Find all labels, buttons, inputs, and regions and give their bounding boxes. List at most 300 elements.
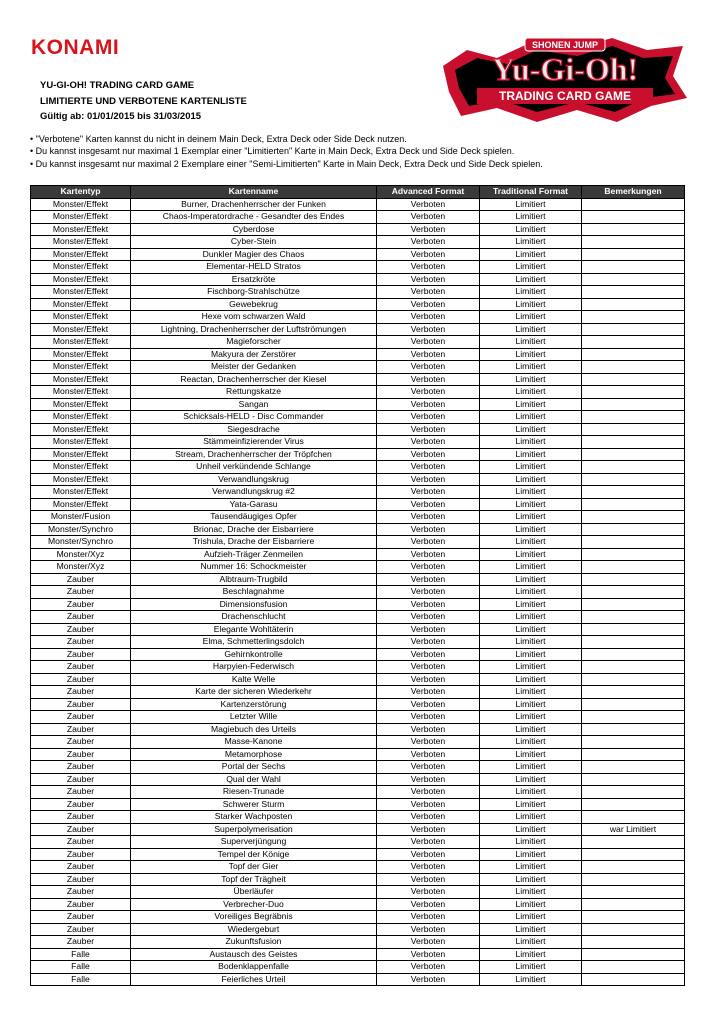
cell-traditional: Limitiert xyxy=(480,573,582,586)
cell-advanced: Verboten xyxy=(377,673,480,686)
cell-type: Zauber xyxy=(31,648,131,661)
cell-traditional: Limitiert xyxy=(480,836,582,849)
cell-traditional: Limitiert xyxy=(480,311,582,324)
rule-semi-limited: • Du kannst insgesamt nur maximal 2 Exemplare einer "Semi-Limitierten" Karte in Main Deck, Extra Deck und Side Deck spielen. xyxy=(30,158,543,169)
document-header xyxy=(40,78,247,125)
cell-name: Beschlagnahme xyxy=(131,586,377,599)
cell-name: Wiedergeburt xyxy=(131,923,377,936)
cell-advanced: Verboten xyxy=(377,386,480,399)
cell-name: Topf der Gier xyxy=(131,861,377,874)
cell-traditional: Limitiert xyxy=(480,398,582,411)
cell-advanced: Verboten xyxy=(377,261,480,274)
table-row xyxy=(31,486,685,499)
cell-type: Zauber xyxy=(31,898,131,911)
cell-remarks xyxy=(582,473,685,486)
cell-type: Monster/Xyz xyxy=(31,548,131,561)
table-row xyxy=(31,598,685,611)
cell-type: Zauber xyxy=(31,836,131,849)
col-header-advanced: Advanced Format xyxy=(377,186,480,199)
cell-name: Rettungskatze xyxy=(131,386,377,399)
cell-advanced: Verboten xyxy=(377,886,480,899)
cell-name: Überläufer xyxy=(131,886,377,899)
cell-traditional: Limitiert xyxy=(480,223,582,236)
table-header-row xyxy=(31,186,685,199)
table-row xyxy=(31,798,685,811)
cell-traditional: Limitiert xyxy=(480,336,582,349)
cell-remarks xyxy=(582,961,685,974)
card-list-table xyxy=(30,185,685,986)
table-row xyxy=(31,661,685,674)
cell-traditional: Limitiert xyxy=(480,536,582,549)
cell-remarks xyxy=(582,623,685,636)
cell-traditional: Limitiert xyxy=(480,648,582,661)
cell-type: Zauber xyxy=(31,923,131,936)
cell-traditional: Limitiert xyxy=(480,948,582,961)
cell-type: Falle xyxy=(31,948,131,961)
konami-logo: KONAMI xyxy=(31,36,120,59)
cell-type: Zauber xyxy=(31,686,131,699)
table-row xyxy=(31,623,685,636)
cell-traditional: Limitiert xyxy=(480,848,582,861)
cell-type: Zauber xyxy=(31,911,131,924)
cell-name: Metamorphose xyxy=(131,748,377,761)
cell-advanced: Verboten xyxy=(377,636,480,649)
cell-type: Zauber xyxy=(31,873,131,886)
cell-type: Monster/Effekt xyxy=(31,448,131,461)
cell-advanced: Verboten xyxy=(377,411,480,424)
cell-name: Dimensionsfusion xyxy=(131,598,377,611)
col-header-remarks: Bemerkungen xyxy=(582,186,685,199)
cell-remarks xyxy=(582,298,685,311)
cell-traditional: Limitiert xyxy=(480,286,582,299)
cell-traditional: Limitiert xyxy=(480,636,582,649)
table-row xyxy=(31,586,685,599)
table-row xyxy=(31,448,685,461)
table-row xyxy=(31,923,685,936)
cell-remarks xyxy=(582,398,685,411)
cell-advanced: Verboten xyxy=(377,548,480,561)
cell-traditional: Limitiert xyxy=(480,611,582,624)
cell-traditional: Limitiert xyxy=(480,211,582,224)
cell-remarks xyxy=(582,311,685,324)
cell-remarks xyxy=(582,923,685,936)
cell-type: Zauber xyxy=(31,786,131,799)
table-row xyxy=(31,823,685,836)
cell-traditional: Limitiert xyxy=(480,823,582,836)
cell-remarks xyxy=(582,786,685,799)
cell-type: Zauber xyxy=(31,748,131,761)
cell-remarks xyxy=(582,973,685,986)
table-row xyxy=(31,811,685,824)
cell-traditional: Limitiert xyxy=(480,586,582,599)
cell-type: Zauber xyxy=(31,848,131,861)
table-row xyxy=(31,711,685,724)
cell-traditional: Limitiert xyxy=(480,923,582,936)
cell-remarks xyxy=(582,336,685,349)
cell-traditional: Limitiert xyxy=(480,511,582,524)
cell-remarks xyxy=(582,211,685,224)
col-header-name: Kartenname xyxy=(131,186,377,199)
cell-remarks xyxy=(582,248,685,261)
cell-name: Hexe vom schwarzen Wald xyxy=(131,311,377,324)
cell-name: Voreiliges Begräbnis xyxy=(131,911,377,924)
cell-advanced: Verboten xyxy=(377,861,480,874)
cell-traditional: Limitiert xyxy=(480,461,582,474)
cell-remarks xyxy=(582,198,685,211)
rules-list xyxy=(30,133,543,170)
cell-advanced: Verboten xyxy=(377,436,480,449)
cell-name: Burner, Drachenherrscher der Funken xyxy=(131,198,377,211)
cell-remarks: war Limitiert xyxy=(582,823,685,836)
cell-advanced: Verboten xyxy=(377,748,480,761)
cell-name: Verbrecher-Duo xyxy=(131,898,377,911)
cell-type: Monster/Effekt xyxy=(31,348,131,361)
table-row xyxy=(31,961,685,974)
cell-traditional: Limitiert xyxy=(480,323,582,336)
cell-remarks xyxy=(582,261,685,274)
table-row xyxy=(31,686,685,699)
table-row xyxy=(31,273,685,286)
cell-type: Monster/Effekt xyxy=(31,336,131,349)
table-row xyxy=(31,211,685,224)
cell-advanced: Verboten xyxy=(377,323,480,336)
table-row xyxy=(31,786,685,799)
cell-name: Cyberdose xyxy=(131,223,377,236)
cell-traditional: Limitiert xyxy=(480,598,582,611)
table-row xyxy=(31,423,685,436)
cell-remarks xyxy=(582,698,685,711)
cell-type: Zauber xyxy=(31,661,131,674)
cell-advanced: Verboten xyxy=(377,211,480,224)
cell-advanced: Verboten xyxy=(377,286,480,299)
cell-name: Schwerer Sturm xyxy=(131,798,377,811)
cell-advanced: Verboten xyxy=(377,598,480,611)
cell-traditional: Limitiert xyxy=(480,811,582,824)
svg-text:TRADING CARD GAME: TRADING CARD GAME xyxy=(499,89,631,103)
cell-type: Zauber xyxy=(31,673,131,686)
cell-name: Portal der Sechs xyxy=(131,761,377,774)
cell-advanced: Verboten xyxy=(377,336,480,349)
cell-advanced: Verboten xyxy=(377,911,480,924)
cell-remarks xyxy=(582,736,685,749)
table-row xyxy=(31,398,685,411)
cell-remarks xyxy=(582,423,685,436)
cell-remarks xyxy=(582,323,685,336)
cell-advanced: Verboten xyxy=(377,836,480,849)
cell-name: Riesen-Trunade xyxy=(131,786,377,799)
cell-traditional: Limitiert xyxy=(480,386,582,399)
cell-name: Elegante Wohltäterin xyxy=(131,623,377,636)
cell-type: Monster/Effekt xyxy=(31,223,131,236)
table-row xyxy=(31,836,685,849)
table-row xyxy=(31,436,685,449)
cell-type: Monster/Effekt xyxy=(31,498,131,511)
cell-remarks xyxy=(582,873,685,886)
cell-remarks xyxy=(582,461,685,474)
cell-type: Zauber xyxy=(31,736,131,749)
cell-name: Schicksals-HELD - Disc Commander xyxy=(131,411,377,424)
cell-advanced: Verboten xyxy=(377,973,480,986)
cell-name: Brionac, Drache der Eisbarriere xyxy=(131,523,377,536)
cell-remarks xyxy=(582,936,685,949)
table-row xyxy=(31,286,685,299)
cell-type: Monster/Effekt xyxy=(31,373,131,386)
cell-advanced: Verboten xyxy=(377,223,480,236)
cell-name: Elma, Schmetterlingsdolch xyxy=(131,636,377,649)
cell-name: Kalte Welle xyxy=(131,673,377,686)
cell-advanced: Verboten xyxy=(377,823,480,836)
cell-remarks xyxy=(582,361,685,374)
cell-name: Dunkler Magier des Chaos xyxy=(131,248,377,261)
cell-traditional: Limitiert xyxy=(480,748,582,761)
cell-type: Falle xyxy=(31,961,131,974)
cell-remarks xyxy=(582,286,685,299)
cell-advanced: Verboten xyxy=(377,561,480,574)
cell-advanced: Verboten xyxy=(377,486,480,499)
cell-type: Zauber xyxy=(31,773,131,786)
cell-remarks xyxy=(582,761,685,774)
cell-traditional: Limitiert xyxy=(480,673,582,686)
cell-remarks xyxy=(582,711,685,724)
cell-type: Monster/Effekt xyxy=(31,486,131,499)
cell-advanced: Verboten xyxy=(377,586,480,599)
table-row xyxy=(31,461,685,474)
cell-remarks xyxy=(582,636,685,649)
cell-advanced: Verboten xyxy=(377,473,480,486)
cell-name: Starker Wachposten xyxy=(131,811,377,824)
table-row xyxy=(31,861,685,874)
cell-remarks xyxy=(582,948,685,961)
cell-name: Kartenzerstörung xyxy=(131,698,377,711)
cell-traditional: Limitiert xyxy=(480,723,582,736)
cell-traditional: Limitiert xyxy=(480,773,582,786)
cell-advanced: Verboten xyxy=(377,736,480,749)
cell-remarks xyxy=(582,448,685,461)
cell-remarks xyxy=(582,373,685,386)
cell-remarks xyxy=(582,511,685,524)
cell-traditional: Limitiert xyxy=(480,786,582,799)
table-row xyxy=(31,886,685,899)
table-row xyxy=(31,936,685,949)
cell-type: Monster/Xyz xyxy=(31,561,131,574)
table-row xyxy=(31,386,685,399)
cell-traditional: Limitiert xyxy=(480,886,582,899)
cell-traditional: Limitiert xyxy=(480,686,582,699)
cell-traditional: Limitiert xyxy=(480,873,582,886)
cell-type: Monster/Effekt xyxy=(31,323,131,336)
cell-advanced: Verboten xyxy=(377,948,480,961)
cell-advanced: Verboten xyxy=(377,248,480,261)
cell-type: Zauber xyxy=(31,886,131,899)
cell-name: Feierliches Urteil xyxy=(131,973,377,986)
cell-remarks xyxy=(582,611,685,624)
cell-name: Stämmeinfizierender Virus xyxy=(131,436,377,449)
cell-name: Nummer 16: Schockmeister xyxy=(131,561,377,574)
cell-traditional: Limitiert xyxy=(480,261,582,274)
cell-remarks xyxy=(582,661,685,674)
cell-name: Topf der Trägheit xyxy=(131,873,377,886)
cell-traditional: Limitiert xyxy=(480,623,582,636)
table-row xyxy=(31,473,685,486)
cell-type: Monster/Effekt xyxy=(31,248,131,261)
cell-advanced: Verboten xyxy=(377,398,480,411)
cell-name: Tausendäugiges Opfer xyxy=(131,511,377,524)
table-row xyxy=(31,348,685,361)
table-row xyxy=(31,911,685,924)
cell-traditional: Limitiert xyxy=(480,861,582,874)
cell-remarks xyxy=(582,723,685,736)
cell-type: Zauber xyxy=(31,623,131,636)
cell-advanced: Verboten xyxy=(377,798,480,811)
cell-remarks xyxy=(582,523,685,536)
cell-traditional: Limitiert xyxy=(480,961,582,974)
table-row xyxy=(31,411,685,424)
table-row xyxy=(31,873,685,886)
table-row xyxy=(31,698,685,711)
table-row xyxy=(31,298,685,311)
cell-advanced: Verboten xyxy=(377,898,480,911)
table-row xyxy=(31,773,685,786)
cell-remarks xyxy=(582,886,685,899)
cell-traditional: Limitiert xyxy=(480,523,582,536)
cell-name: Ersatzkröte xyxy=(131,273,377,286)
cell-type: Monster/Effekt xyxy=(31,298,131,311)
table-row xyxy=(31,898,685,911)
rule-limited: • Du kannst insgesamt nur maximal 1 Exemplar einer "Limitierten" Karte in Main Deck, Extra Deck und Side Deck spielen. xyxy=(30,146,515,157)
cell-remarks xyxy=(582,486,685,499)
cell-advanced: Verboten xyxy=(377,198,480,211)
table-row xyxy=(31,536,685,549)
cell-advanced: Verboten xyxy=(377,298,480,311)
cell-advanced: Verboten xyxy=(377,811,480,824)
cell-advanced: Verboten xyxy=(377,773,480,786)
cell-name: Karte der sicheren Wiederkehr xyxy=(131,686,377,699)
cell-traditional: Limitiert xyxy=(480,411,582,424)
cell-traditional: Limitiert xyxy=(480,373,582,386)
cell-remarks xyxy=(582,561,685,574)
cell-name: Sangan xyxy=(131,398,377,411)
svg-text:Yu-Gi-Oh!: Yu-Gi-Oh! xyxy=(491,51,639,87)
cell-type: Zauber xyxy=(31,573,131,586)
cell-name: Elementar-HELD Stratos xyxy=(131,261,377,274)
cell-name: Albtraum-Trugbild xyxy=(131,573,377,586)
cell-remarks xyxy=(582,836,685,849)
table-row xyxy=(31,311,685,324)
cell-name: Meister der Gedanken xyxy=(131,361,377,374)
cell-traditional: Limitiert xyxy=(480,973,582,986)
cell-traditional: Limitiert xyxy=(480,736,582,749)
cell-name: Bodenklappenfalle xyxy=(131,961,377,974)
cell-advanced: Verboten xyxy=(377,698,480,711)
cell-name: Stream, Drachenherrscher der Tröpfchen xyxy=(131,448,377,461)
cell-name: Makyura der Zerstörer xyxy=(131,348,377,361)
cell-traditional: Limitiert xyxy=(480,561,582,574)
table-row xyxy=(31,511,685,524)
table-row xyxy=(31,648,685,661)
table-row xyxy=(31,848,685,861)
cell-type: Monster/Effekt xyxy=(31,286,131,299)
cell-name: Aufzieh-Träger Zenmeilen xyxy=(131,548,377,561)
cell-traditional: Limitiert xyxy=(480,236,582,249)
cell-type: Zauber xyxy=(31,798,131,811)
cell-remarks xyxy=(582,386,685,399)
cell-type: Falle xyxy=(31,973,131,986)
table-row xyxy=(31,361,685,374)
cell-traditional: Limitiert xyxy=(480,423,582,436)
cell-remarks xyxy=(582,898,685,911)
table-row xyxy=(31,973,685,986)
cell-type: Monster/Fusion xyxy=(31,511,131,524)
header-subtitle: LIMITIERTE UND VERBOTENE KARTENLISTE xyxy=(40,95,247,107)
cell-advanced: Verboten xyxy=(377,498,480,511)
cell-name: Fischborg-Strahlschütze xyxy=(131,286,377,299)
cell-name: Tempel der Könige xyxy=(131,848,377,861)
cell-remarks xyxy=(582,798,685,811)
cell-name: Austausch des Geistes xyxy=(131,948,377,961)
cell-remarks xyxy=(582,748,685,761)
cell-name: Magiebuch des Urteils xyxy=(131,723,377,736)
table-row xyxy=(31,548,685,561)
cell-advanced: Verboten xyxy=(377,536,480,549)
cell-remarks xyxy=(582,498,685,511)
cell-type: Monster/Effekt xyxy=(31,273,131,286)
table-row xyxy=(31,248,685,261)
cell-type: Monster/Effekt xyxy=(31,386,131,399)
cell-traditional: Limitiert xyxy=(480,273,582,286)
cell-advanced: Verboten xyxy=(377,923,480,936)
table-row xyxy=(31,748,685,761)
cell-name: Lightning, Drachenherrscher der Luftströmungen xyxy=(131,323,377,336)
cell-type: Zauber xyxy=(31,711,131,724)
cell-type: Monster/Synchro xyxy=(31,523,131,536)
cell-traditional: Limitiert xyxy=(480,498,582,511)
cell-traditional: Limitiert xyxy=(480,711,582,724)
table-row xyxy=(31,636,685,649)
cell-type: Zauber xyxy=(31,861,131,874)
col-header-type: Kartentyp xyxy=(31,186,131,199)
cell-traditional: Limitiert xyxy=(480,486,582,499)
cell-name: Zukunftsfusion xyxy=(131,936,377,949)
cell-type: Monster/Effekt xyxy=(31,423,131,436)
cell-traditional: Limitiert xyxy=(480,761,582,774)
yugioh-logo xyxy=(437,36,689,124)
cell-name: Chaos-Imperatordrache - Gesandter des Endes xyxy=(131,211,377,224)
cell-name: Yata-Garasu xyxy=(131,498,377,511)
cell-remarks xyxy=(582,273,685,286)
cell-type: Monster/Effekt xyxy=(31,261,131,274)
table-row xyxy=(31,373,685,386)
cell-name: Harpyien-Federwisch xyxy=(131,661,377,674)
header-validity: Gültig ab: 01/01/2015 bis 31/03/2015 xyxy=(40,111,202,122)
cell-type: Zauber xyxy=(31,811,131,824)
table-row xyxy=(31,223,685,236)
cell-traditional: Limitiert xyxy=(480,248,582,261)
cell-name: Gewebekrug xyxy=(131,298,377,311)
cell-advanced: Verboten xyxy=(377,786,480,799)
cell-type: Zauber xyxy=(31,698,131,711)
cell-advanced: Verboten xyxy=(377,936,480,949)
cell-type: Zauber xyxy=(31,761,131,774)
cell-advanced: Verboten xyxy=(377,423,480,436)
cell-remarks xyxy=(582,773,685,786)
header-title: YU-GI-OH! TRADING CARD GAME xyxy=(40,80,195,91)
cell-advanced: Verboten xyxy=(377,361,480,374)
rule-forbidden: • "Verbotene" Karten kannst du nicht in deinem Main Deck, Extra Deck oder Side Deck nutzen. xyxy=(30,134,407,144)
cell-remarks xyxy=(582,861,685,874)
cell-traditional: Limitiert xyxy=(480,898,582,911)
cell-remarks xyxy=(582,573,685,586)
cell-advanced: Verboten xyxy=(377,723,480,736)
